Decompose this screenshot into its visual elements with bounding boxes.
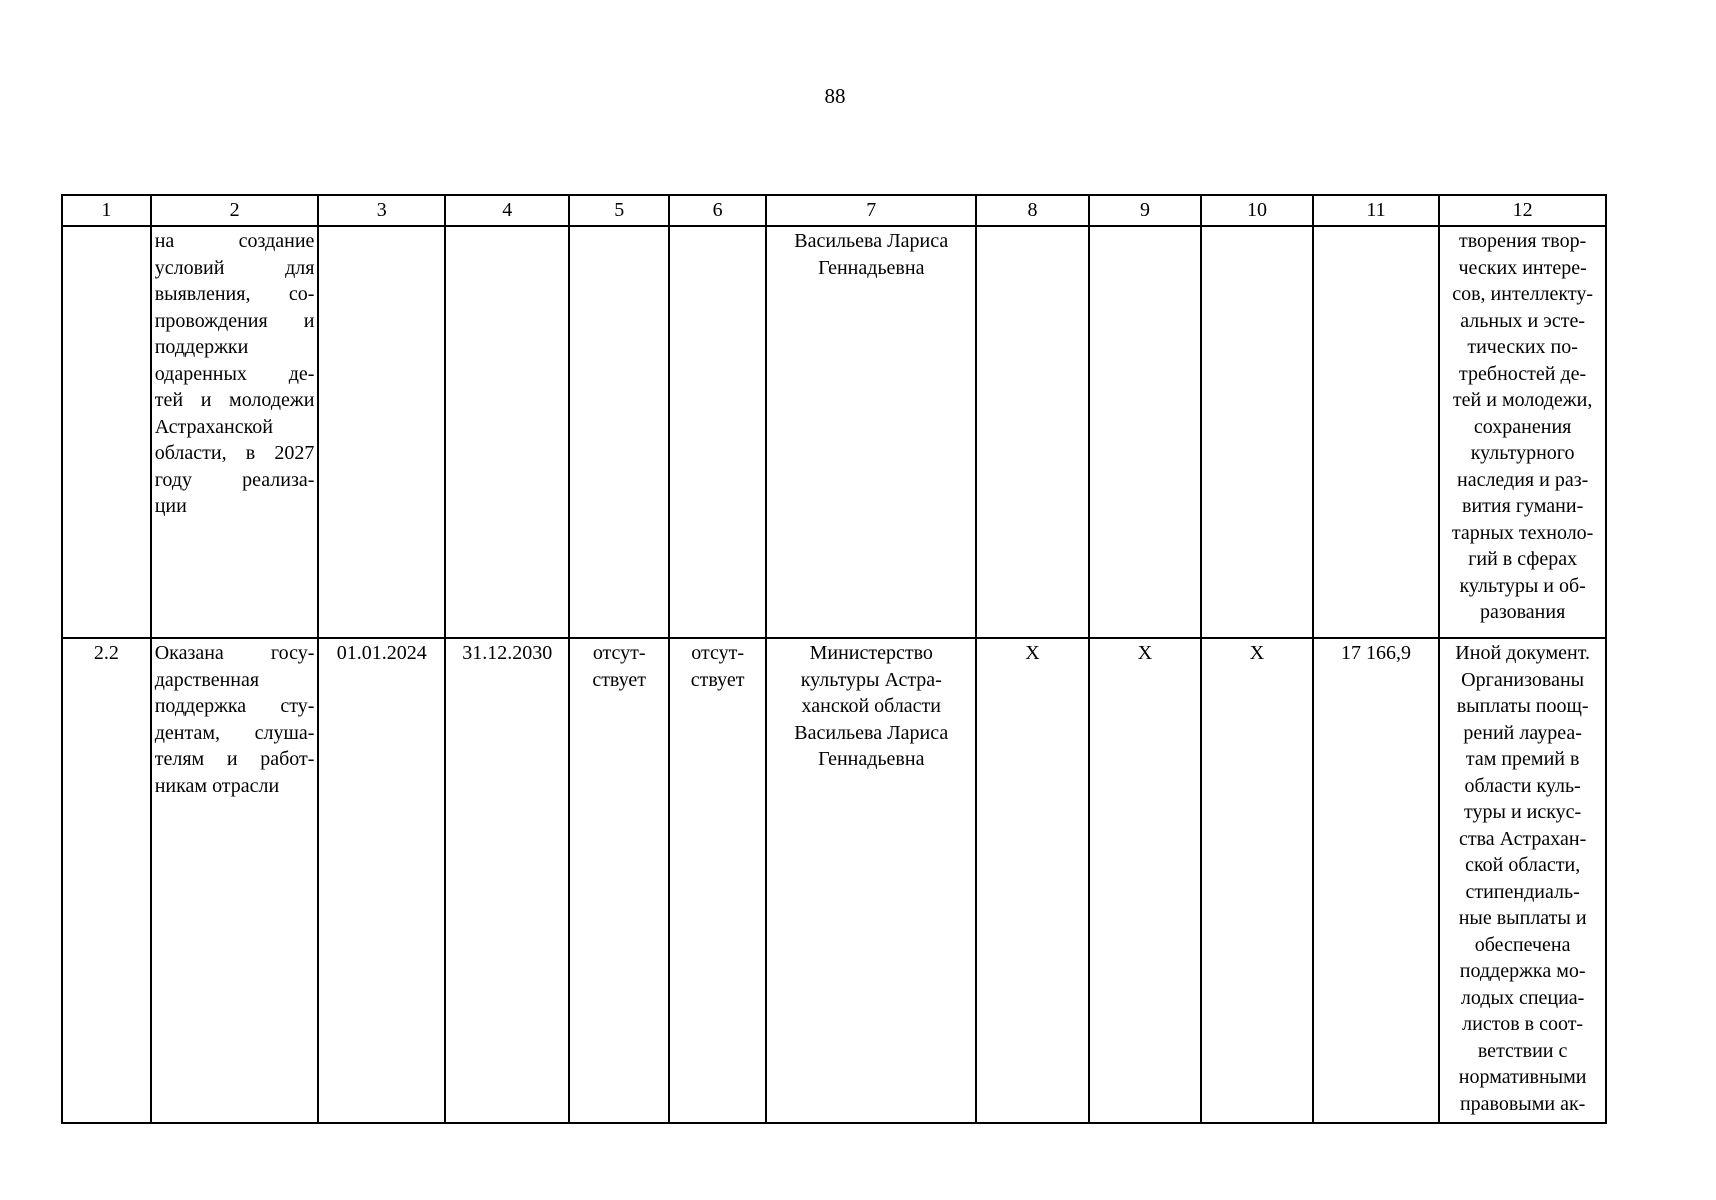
text-line: Иной документ. [1455,642,1590,664]
header-cell: 4 [445,195,569,226]
text-line: отсут- [691,642,744,664]
text-line: условий для [154,256,315,279]
text-line: ханской области [801,695,941,717]
text-line: разования [1479,601,1566,623]
text-line: лодых специа- [1460,986,1585,1009]
cell-col9: X [1089,638,1202,1123]
text-line: одаренных де- [154,362,315,385]
header-cell: 6 [669,195,766,226]
text-line: культурного [1470,442,1575,464]
table-row [62,226,1606,638]
text-line: дентам, слуша- [154,721,315,744]
text-line: ветствии с [1477,1039,1568,1062]
text-line: туры и искус- [1464,801,1582,823]
text-line: отсут- [592,642,646,664]
text-line: тей и молодежи [154,389,315,411]
text-line: гий в сферах [1468,548,1578,570]
text-line: области, в 2027 [154,442,315,464]
text-line: ные выплаты и [1458,907,1587,929]
cell-col9 [1089,226,1202,638]
result-cell [1439,638,1606,1123]
header-cell: 5 [569,195,669,226]
cell-col10 [1201,226,1312,638]
text-line: рений лауреа- [1463,721,1582,744]
cell-col5 [569,638,669,1123]
text-line: выплаты поощ- [1456,695,1589,717]
text-line: ствует [690,668,745,691]
text-line: ствует [592,668,647,691]
header-cell: 7 [766,195,976,226]
text-line: сов, интеллекту- [1452,283,1594,305]
result-cell [1439,226,1606,638]
row-number-cell [62,226,151,638]
row-number-cell: 2.2 [62,638,151,1123]
header-cell: 2 [151,195,319,226]
end-date-cell [445,226,569,638]
text-line: альных и эсте- [1460,309,1585,332]
text-line: обеспечена [1474,933,1571,956]
text-line: нормативными [1458,1066,1587,1088]
text-line: Геннадьевна [818,256,925,279]
text-line: тей и молодежи, [1452,389,1593,411]
text-line: стипендиаль- [1465,880,1580,903]
text-line: Васильева Лариса [794,721,949,744]
header-cell: 10 [1201,195,1312,226]
amount-cell: 17 166,9 [1313,638,1440,1123]
text-line: Министерство [809,642,933,664]
description-cell [151,638,319,1123]
header-cell: 8 [976,195,1089,226]
text-line: Организованы [1461,668,1585,691]
text-line: телям и работ- [154,748,315,770]
text-line: тических по- [1467,336,1578,358]
header-cell: 11 [1313,195,1440,226]
text-line: никам отрасли [154,774,280,797]
text-line: правовыми ак- [1459,1092,1586,1115]
text-line: наследия и раз- [1456,468,1589,491]
text-line: Васильева Лариса [794,230,949,252]
text-line: сохранения [1473,415,1572,438]
start-date-cell: 01.01.2024 [318,638,445,1123]
text-line: листов в соот- [1462,1013,1584,1035]
table-row [62,638,1606,1123]
start-date-cell [318,226,445,638]
header-cell: 9 [1089,195,1202,226]
text-line: творения твор- [1459,230,1587,252]
page-number: 88 [824,84,846,108]
text-line: области куль- [1464,774,1581,797]
text-line: на создание [154,230,315,252]
text-line: ческих интере- [1458,256,1587,279]
header-cell: 3 [318,195,445,226]
header-cell: 1 [62,195,151,226]
text-line: Оказана госу- [154,642,315,664]
text-line: поддержка мо- [1459,960,1586,982]
text-line: провождения и [154,309,315,332]
header-row [62,195,1606,226]
text-line: году реализа- [154,468,315,491]
text-line: тарных техноло- [1451,521,1594,544]
cell-col5 [569,226,669,638]
text-line: дарственная [154,668,260,691]
text-line: ской области, [1465,854,1581,876]
responsible-cell [766,638,976,1123]
text-line: выявления, со- [154,283,315,305]
cell-col8 [976,226,1089,638]
cell-col10: X [1201,638,1312,1123]
text-line: поддержки [154,336,249,358]
end-date-cell: 31.12.2030 [445,638,569,1123]
cell-col8: X [976,638,1089,1123]
text-line: культуры Астра- [800,668,942,691]
text-line: Астраханской [154,415,273,438]
description-cell [151,226,319,638]
text-line: Геннадьевна [818,748,925,770]
text-line: культуры и об- [1459,574,1586,597]
cell-col6 [669,638,766,1123]
header-cell: 12 [1439,195,1606,226]
text-line: требностей де- [1459,362,1587,385]
responsible-cell [766,226,976,638]
amount-cell [1313,226,1440,638]
document-table [61,194,1607,1124]
text-line: ства Астрахан- [1458,827,1587,850]
text-line: там премий в [1465,748,1580,770]
cell-col6 [669,226,766,638]
text-line: поддержка сту- [154,695,315,717]
text-line: ции [154,495,187,517]
text-line: вития гумани- [1462,495,1584,517]
